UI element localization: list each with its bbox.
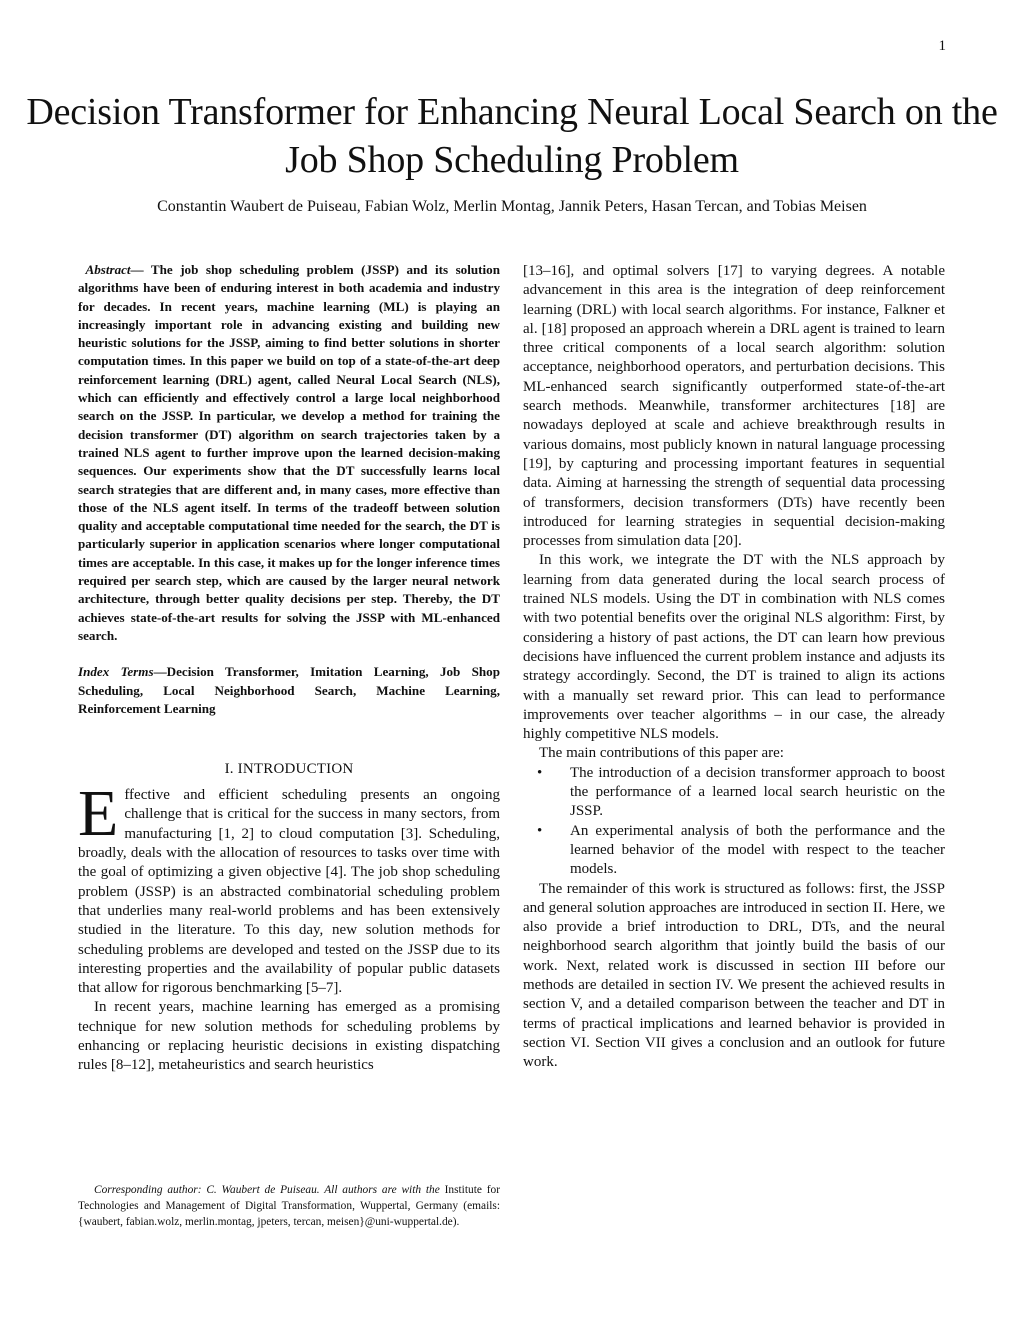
- intro-paragraph-5: The remainder of this work is structured as follows: first, the JSSP and general solution approaches are introduced in section II. Here, we also provide a brief introduction to DRL, DTs, and the neural neighborhood search algorithm that jointly build the basis of our work. Next, related work is discussed in section III before our methods are detailed in section IV. We present the achieved results in section V, and a detailed comparison between the teacher and DT in terms of practical implications and learned behavior is provided in section VI. Section VII gives a conclusion and an outlook for future work.: [523, 880, 945, 1071]
- drop-cap-letter: E: [78, 777, 119, 851]
- index-terms: Index Terms—Decision Transformer, Imitation Learning, Job Shop Scheduling, Local Neighborhood Search, Machine Learning, Reinforcement Learning: [78, 664, 500, 716]
- left-column: [78, 261, 500, 1076]
- list-item: • The introduction of a decision transformer approach to boost the performance of a learned local search heuristic on the JSSP.: [537, 764, 945, 820]
- footnote: [78, 1182, 500, 1230]
- abstract: Abstract— The job shop scheduling problem (JSSP) and its solution algorithms have been of enduring interest in both academia and industry for decades. In recent years, machine learning (ML) is playing an increasingly important role in advancing existing and building new heuristic solutions for the JSSP, aiming to find better solutions in shorter computation times. In this paper we build on top of a state-of-the-art deep reinforcement learning (DRL) agent, called Neural Local Search (NLS), which can efficiently and effectively control a large local neighborhood search on the JSSP. In particular, we develop a method for training the decision transformer (DT) algorithm on search trajectories taken by a trained NLS agent to further improve upon the learned decision-making sequences. Our experiments show that the DT successfully learns local search strategies that are different and, in many cases, more effective than those of the NLS agent itself. In terms of the tradeoff between solution quality and acceptable computational time needed for the search, the DT is particularly superior in application scenarios where longer computational times are acceptable. In this case, it makes up for the longer inference times required per search step, which are caused by the larger neural network architecture, through better quality decisions per step. Thereby, the DT achieves state-of-the-art results for solving the JSSP with ML-enhanced search.: [78, 262, 500, 643]
- list-item: • An experimental analysis of both the performance and the learned behavior of the model with respect to the teacher models.: [537, 822, 945, 878]
- bullet-icon: •: [537, 764, 543, 781]
- intro-paragraph-1: Effective and efficient scheduling presents an ongoing challenge that is critical for the success in many sectors, from manufacturing [1, 2] to cloud computation [3]. Scheduling, broadly, deals with the allocation of resources to tasks over time with the goal of optimizing a given objective [4]. The job shop scheduling problem (JSSP) is an abstracted combinatorial scheduling problem that underlies many real-world problems and has been extensively studied in the literature. To this day, new solution methods for scheduling problems are developed and tested on the JSSP due to its interesting properties and the availability of popular public datasets that allow for rigorous benchmarking [5–7].: [78, 777, 500, 997]
- page-number: 1: [938, 38, 946, 54]
- footnote-text: Institute for Technologies and Management of Digital Transformation, Wuppertal, Germany (emails: {waubert, fabian.wolz, merlin.montag, jpeters, tercan, meisen}@uni-wuppertal.de).: [78, 1184, 500, 1228]
- intro-paragraph-3: In this work, we integrate the DT with the NLS approach by learning from data generated during the local search process of trained NLS models. Using the DT in combination with NLS comes with two potential benefits over the original NLS algorithm: First, by considering a history of past actions, the DT can learn how previous decisions have influenced the current problem instance and adjusts its strategy accordingly. Second, the DT is trained to align its actions with a manually set reward prior. This can lead to performance improvements over teacher algorithms – in our case, the already highly competitive NLS models.: [523, 552, 945, 743]
- paper-title: Decision Transformer for Enhancing Neural Local Search on the Job Shop Scheduling Problem: [26, 91, 998, 181]
- right-column: [523, 262, 945, 1072]
- intro-paragraph-4: The main contributions of this paper are:: [539, 745, 784, 762]
- index-terms-text: Decision Transformer, Imitation Learning, Job Shop Scheduling, Local Neighborhood Search, Machine Learning, Reinforcement Learning: [78, 664, 500, 716]
- footnote-lead: Corresponding author: C. Waubert de Puiseau. All authors are with the: [94, 1184, 440, 1196]
- index-terms-label: Index Terms: [78, 664, 154, 680]
- section-heading-introduction: I. INTRODUCTION: [224, 761, 354, 778]
- contributions-list: [523, 764, 945, 880]
- intro-paragraph-2-continued: [13–16], and optimal solvers [17] to varying degrees. A notable advancement in this area is the integration of deep reinforcement learning (DRL) with local search algorithms. For instance, Falkner et al. [18] proposed an approach wherein a DRL agent is trained to learn three critical components of a local search algorithm: solution acceptance, neighborhood operators, and perturbation decisions. This ML-enhanced search significantly outperformed state-of-the-art search methods. Meanwhile, transformer architectures [18] are nowadays deployed at scale and achieve breakthrough results in various domains, most publicly known in natural language processing [19], by capturing and processing important features in sequential data. Aiming at harnessing the strength of sequential data processing of transformers, decision transformers (DTs) have recently been introduced for learning strategies in sequential decision-making processes from simulation data [20].: [523, 263, 945, 550]
- author-list: Constantin Waubert de Puiseau, Fabian Wolz, Merlin Montag, Jannik Peters, Hasan Tercan, and Tobias Meisen: [157, 198, 867, 215]
- bullet-icon: •: [537, 822, 543, 839]
- abstract-label: Abstract: [85, 262, 131, 277]
- abstract-text: The job shop scheduling problem (JSSP) and its solution algorithms have been of enduring interest in both academia and industry for decades. In recent years, machine learning (ML) is playing an increasingly important role in advancing existing and building new heuristic solutions for the JSSP, aiming to find better solutions in shorter computation times. In this paper we build on top of a state-of-the-art deep reinforcement learning (DRL) agent, called Neural Local Search (NLS), which can efficiently and effectively control a large local neighborhood search on the JSSP. In particular, we develop a method for training the decision transformer (DT) algorithm on search trajectories taken by a trained NLS agent to further improve upon the learned decision-making sequences. Our experiments show that the DT successfully learns local search strategies that are different and, in many cases, more effective than those of the NLS agent itself. In terms of the tradeoff between solution quality and acceptable computational time needed for the search, the DT is particularly superior in application scenarios where longer computational times are acceptable. In this case, it makes up for the longer inference times required per search step, which are caused by the larger neural network architecture, through better quality decisions per step. Thereby, the DT achieves state-of-the-art results for solving the JSSP with ML-enhanced search.: [78, 262, 500, 643]
- intro-paragraph-2: In recent years, machine learning has emerged as a promising technique for new solution methods for scheduling problems by enhancing or replacing heuristic decisions in existing dispatching rules [8–12], metaheuristics and search heuristics: [78, 999, 500, 1074]
